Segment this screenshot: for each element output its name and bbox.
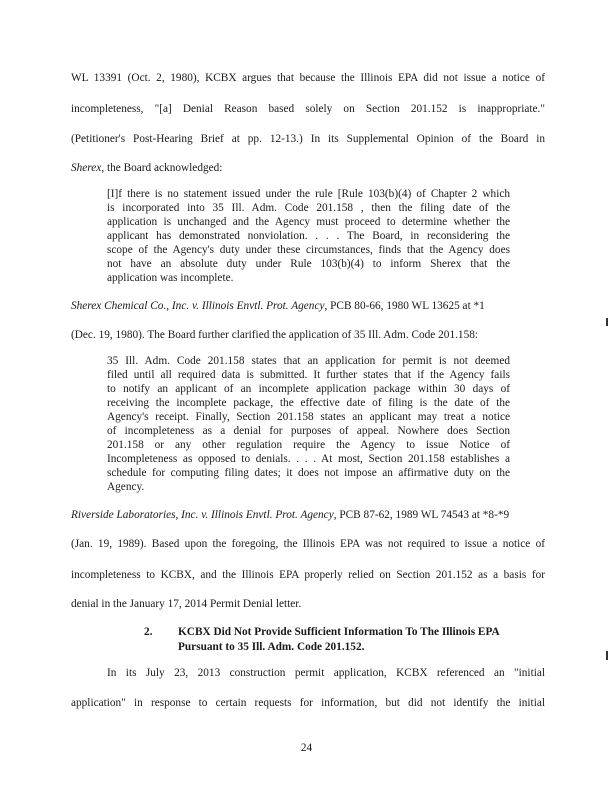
case-name: Sherex Chemical Co., Inc. v. Illinois Envtl. Prot. Agency: [71, 300, 325, 312]
quote-line: [I]f there is no statement issued under the rule [Rule 103(b)(4) of Chapter 2 which: [107, 188, 510, 200]
scan-mark: [606, 651, 608, 660]
quote-line: 35 Ill. Adm. Code 201.158 states that an application for permit is not deemed: [107, 355, 510, 367]
body-line: [71, 162, 222, 174]
quote-line: Agency.: [107, 481, 145, 493]
section-heading-line: Pursuant to 35 Ill. Adm. Code 201.152.: [178, 641, 365, 653]
quote-line: Incompleteness as opposed to denials. . . . At most, Section 201.158 establishes a: [107, 453, 510, 465]
citation-sherex: [71, 300, 485, 312]
quote-line: is incorporated into 35 Ill. Adm. Code 201.158 , then the filing date of the: [107, 202, 510, 214]
body-line: denial in the January 17, 2014 Permit Denial letter.: [71, 598, 302, 610]
citation-riverside: [71, 509, 509, 521]
body-line: (Jan. 19, 1989). Based upon the foregoing, the Illinois EPA was not required to issue a notice of: [71, 538, 545, 550]
body-line: incompleteness, "[a] Denial Reason based solely on Section 201.152 is inappropriate.": [71, 103, 545, 115]
body-line: In its July 23, 2013 construction permit application, KCBX referenced an "initial: [107, 667, 545, 679]
scan-mark: [606, 318, 608, 326]
quote-line: 201.158 or any other regulation require the Agency to issue Notice of: [107, 439, 510, 451]
quote-line: scope of the Agency's duty under these circumstances, finds that the Agency does: [107, 244, 510, 256]
citation-detail: , PCB 80-66, 1980 WL 13625 at *1: [324, 300, 485, 312]
body-line: (Petitioner's Post-Hearing Brief at pp. 12-13.) In its Supplemental Opinion of the Board in: [71, 133, 545, 145]
quote-line: schedule for computing filing dates; it does not impose an affirmative duty on the: [107, 467, 510, 479]
quote-line: application is unchanged and the Agency must proceed to determine whether the: [107, 216, 510, 228]
quote-line: of incompleteness as a denial for purposes of appeal. Nowhere does Section: [107, 425, 510, 437]
body-text: , the Board acknowledged:: [101, 162, 223, 174]
section-heading-line: KCBX Did Not Provide Sufficient Information To The Illinois EPA: [178, 626, 500, 638]
quote-line: not have an absolute duty under Rule 103(b)(4) to inform Sherex that the: [107, 258, 510, 270]
quote-line: application was incomplete.: [107, 272, 234, 284]
body-line: incompleteness to KCBX, and the Illinois EPA properly relied on Section 201.152 as a basis for: [71, 569, 545, 581]
case-name-sherex: Sherex: [71, 162, 102, 174]
quote-line: receiving the incomplete package, the effective date of filing is the date of the: [107, 397, 510, 409]
page-number: 24: [300, 742, 313, 754]
quote-line: filed until all required data is submitted. It further states that if the Agency fails: [107, 369, 510, 381]
quote-line: Agency's receipt. Finally, Section 201.158 states an applicant may treat a notice: [107, 411, 510, 423]
body-line: (Dec. 19, 1980). The Board further clarified the application of 35 Ill. Adm. Code 201.158:: [71, 329, 479, 341]
section-number: 2.: [144, 626, 153, 638]
body-line: WL 13391 (Oct. 2, 1980), KCBX argues that because the Illinois EPA did not issue a notice of: [71, 72, 545, 84]
quote-line: applicant has demonstrated nonviolation. . . . The Board, in reconsidering the: [107, 230, 510, 242]
citation-detail: , PCB 87-62, 1989 WL 74543 at *8-*9: [333, 509, 510, 521]
quote-line: to notify an applicant of an incomplete application package within 30 days of: [107, 383, 510, 395]
case-name: Riverside Laboratories, Inc. v. Illinois Envtl. Prot. Agency: [71, 509, 334, 521]
body-line: application" in response to certain requests for information, but did not identify the initial: [71, 697, 545, 709]
